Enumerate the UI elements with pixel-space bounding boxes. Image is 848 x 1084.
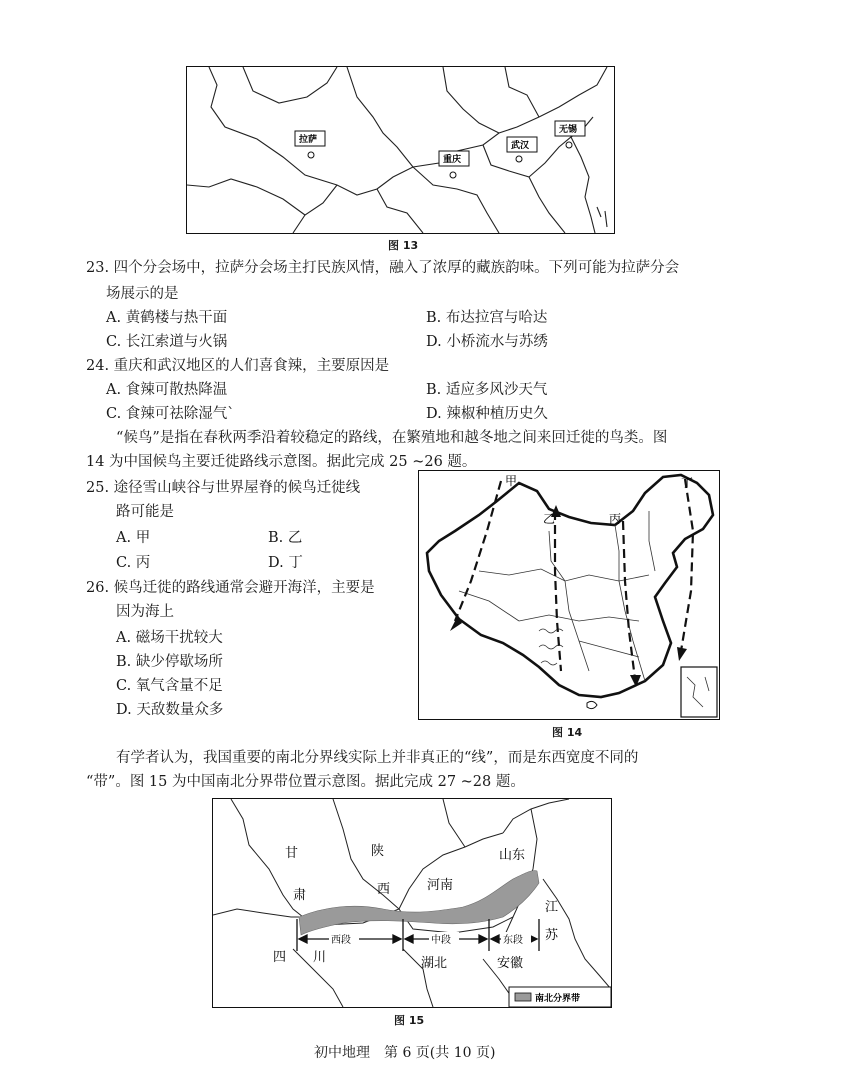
intro-25-line1: “候鸟”是指在春秋两季沿着较稳定的路线，在繁殖地和越冬地之间来回迁徙的鸟类。图 [116,430,668,446]
province-jiang: 江 [545,900,559,915]
route-ding [681,479,693,651]
segment-label-east: 东段 [503,935,523,946]
province-henan: 河南 [427,878,454,893]
q23-option-a: A. 黄鹤楼与热干面 [106,310,228,326]
q24-option-c: C. 食辣可祛除湿气` [106,406,235,422]
figure-14-map [418,470,720,720]
q25-stem-line2: 路可能是 [116,504,174,520]
q24-stem: 24. 重庆和武汉地区的人们喜食辣，主要原因是 [86,358,390,374]
china-outline [427,475,713,697]
figure-14-caption: 图 14 [552,726,583,739]
route-label-jia: 甲 [505,474,518,488]
segment-label-west: 西段 [331,935,351,946]
city-label-lhasa: 拉萨 [299,134,318,144]
city-dot-wuhan [516,156,522,162]
q26-stem-line1: 26. 候鸟迁徙的路线通常会避开海洋，主要是 [86,580,375,596]
route-label-yi: 乙 [543,512,556,526]
figure-15-svg [213,799,611,1007]
figure-13-map [186,66,615,234]
q26-option-b: B. 缺少停歇场所 [116,654,223,670]
figure-13-caption: 图 13 [388,239,419,252]
province-xi: 西 [377,882,391,897]
figure-14-svg [419,471,719,719]
province-shan: 陕 [371,844,385,859]
q23-option-b: B. 布达拉宫与哈达 [426,310,548,326]
arrow-ding [677,647,687,661]
province-anhui: 安徽 [497,956,524,971]
south-china-sea-inset [681,667,717,717]
city-dot-wuxi [566,142,572,148]
province-gan: 甘 [285,846,299,861]
q26-stem-line2: 因为海上 [116,604,174,620]
arrow-bing [630,675,641,687]
city-dot-lhasa [308,152,314,158]
province-chuan: 川 [313,950,327,965]
q26-option-c: C. 氧气含量不足 [116,678,223,694]
q23-stem-line2: 场展示的是 [106,286,179,302]
segment-label-middle: 中段 [431,935,451,946]
figure-15-caption: 图 15 [394,1014,425,1027]
province-hubei: 湖北 [421,956,448,971]
q25-stem-line1: 25. 途径雪山峡谷与世界屋脊的候鸟迁徙线 [86,480,361,496]
province-su: 肃 [293,888,307,903]
city-label-chongqing: 重庆 [443,154,462,164]
hainan-island [587,701,597,708]
route-jia [455,481,501,621]
north-south-divide-band [299,870,539,935]
route-label-ding: 丁 [681,476,694,490]
route-yi [555,511,561,671]
q25-option-a: A. 甲 [116,530,151,546]
q23-option-d: D. 小桥流水与苏绣 [426,334,548,350]
province-su2: 苏 [545,928,559,943]
intro-27-line1: 有学者认为，我国重要的南北分界线实际上并非真正的“线”，而是东西宽度不同的 [116,750,639,766]
route-label-bing: 丙 [609,512,622,526]
city-label-wuxi: 无锡 [559,124,578,134]
figure-15-map [212,798,612,1008]
q26-option-d: D. 天敌数量众多 [116,702,224,718]
q24-option-a: A. 食辣可散热降温 [106,382,228,398]
intro-27-line2: “带”。图 15 为中国南北分界带位置示意图。据此完成 27 ~28 题。 [86,774,525,790]
figure-13-svg [187,67,614,233]
legend-swatch [515,993,531,1001]
province-shandong: 山东 [499,848,526,863]
q23-option-c: C. 长江索道与火锅 [106,334,228,350]
q25-option-b: B. 乙 [268,530,303,546]
province-si: 四 [273,950,287,965]
q24-option-b: B. 适应多风沙天气 [426,382,548,398]
q23-stem-line1: 23. 四个分会场中，拉萨分会场主打民族风情，融入了浓厚的藏族韵味。下列可能为拉萨分会 [86,260,680,276]
intro-25-line2: 14 为中国候鸟主要迁徙路线示意图。据此完成 25 ~26 题。 [86,454,477,470]
legend-label: 南北分界带 [535,994,581,1004]
q24-option-d: D. 辣椒种植历史久 [426,406,548,422]
city-dot-chongqing [450,172,456,178]
city-label-wuhan: 武汉 [511,140,530,150]
figure-15-legend [509,987,611,1007]
q26-option-a: A. 磁场干扰较大 [116,630,223,646]
q25-option-c: C. 丙 [116,555,151,571]
page-footer: 初中地理 第 6 页(共 10 页) [314,1045,496,1061]
q25-option-d: D. 丁 [268,555,303,571]
